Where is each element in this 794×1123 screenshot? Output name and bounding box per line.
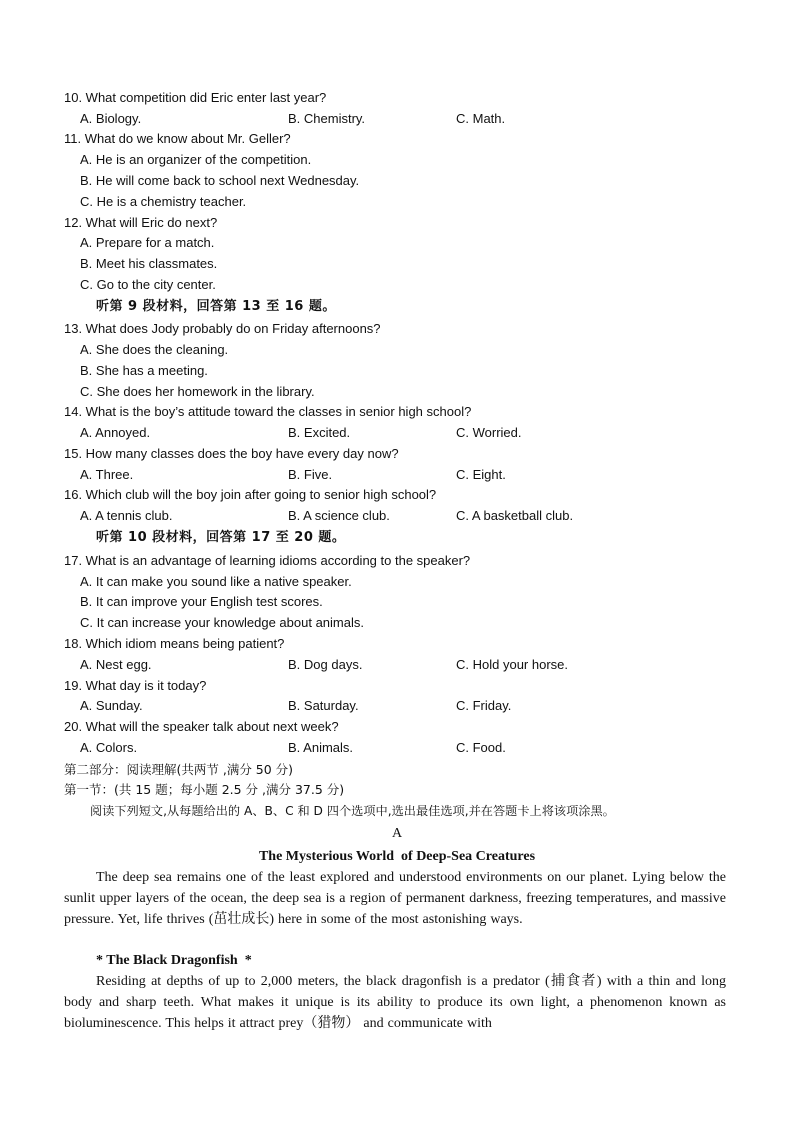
question-13: 13. What does Jody probably do on Friday afternoons? — [64, 321, 381, 336]
q15-option-b: B. Five. — [288, 467, 333, 482]
q20-option-b: B. Animals. — [288, 740, 354, 755]
question-18: 18. Which idiom means being patient? — [64, 636, 285, 651]
question-19: 19. What day is it today? — [64, 678, 207, 693]
q15-option-c: C. Eight. — [456, 467, 506, 482]
part-two-title: 第二部分：阅读理解(共两节 ,满分 50 分) — [64, 762, 294, 777]
q13-option-c: C. She does her homework in the library. — [80, 384, 315, 399]
q18-option-b: B. Dog days. — [288, 657, 363, 672]
q12-option-c: C. Go to the city center. — [80, 277, 216, 292]
q10-option-b: B. Chemistry. — [288, 111, 366, 126]
segment-10-header: 听第 10 段材料，回答第 17 至 20 题。 — [96, 530, 346, 545]
passage-paragraph-1: The deep sea remains one of the least explored and understood environments on our planet. Lying below the sunlit upper layers of the ocean, the deep sea is a region of permanent darkness, freezing temperatures, and massive pressure. Yet, life thrives (茁壮成长) here in some of the most astonishing ways. — [64, 870, 726, 927]
q10-option-a: A. Biology. — [80, 111, 142, 126]
segment-9-header: 听第 9 段材料，回答第 13 至 16 题。 — [96, 299, 336, 314]
q10-option-c: C. Math. — [456, 111, 506, 126]
q20-option-c: C. Food. — [456, 740, 506, 755]
question-10: 10. What competition did Eric enter last year? — [64, 90, 327, 105]
q16-option-c: C. A basketball club. — [456, 508, 574, 523]
q13-option-b: B. She has a meeting. — [80, 363, 208, 378]
q14-option-b: B. Excited. — [288, 425, 351, 440]
question-15: 15. How many classes does the boy have every day now? — [64, 446, 399, 461]
q14-option-c: C. Worried. — [456, 425, 522, 440]
q17-option-b: B. It can improve your English test scores. — [80, 594, 323, 609]
question-14: 14. What is the boy’s attitude toward the classes in senior high school? — [64, 404, 472, 419]
q15-option-a: A. Three. — [80, 467, 134, 482]
question-20: 20. What will the speaker talk about next week? — [64, 719, 339, 734]
q17-option-c: C. It can increase your knowledge about animals. — [80, 615, 364, 630]
q11-option-b: B. He will come back to school next Wednesday. — [80, 173, 360, 188]
passage-letter: A — [391, 826, 403, 841]
reading-instruction: 阅读下列短文,从每题给出的 A、B、C 和 D 四个选项中,选出最佳选项,并在答题卡上将该项涂黑。 — [90, 804, 615, 818]
q18-option-c: C. Hold your horse. — [456, 657, 568, 672]
q14-option-a: A. Annoyed. — [80, 425, 151, 440]
passage-paragraph-2: Residing at depths of up to 2,000 meters, the black dragonfish is a predator (捕食者) with a thin and long body and sharp teeth. What makes it unique is its ability to produce its own light, a phenomenon known as bioluminescence. This helps it attract prey（猎物） and communicate with — [64, 974, 726, 1031]
q12-option-a: A. Prepare for a match. — [80, 235, 215, 250]
q16-option-a: A. A tennis club. — [80, 508, 173, 523]
q20-option-a: A. Colors. — [80, 740, 138, 755]
question-11: 11. What do we know about Mr. Geller? — [64, 131, 291, 146]
q13-option-a: A. She does the cleaning. — [80, 342, 229, 357]
q16-option-b: B. A science club. — [288, 508, 390, 523]
q17-option-a: A. It can make you sound like a native speaker. — [80, 574, 352, 589]
q19-option-b: B. Saturday. — [288, 698, 359, 713]
q12-option-b: B. Meet his classmates. — [80, 256, 218, 271]
q11-option-c: C. He is a chemistry teacher. — [80, 194, 247, 209]
question-17: 17. What is an advantage of learning idioms according to the speaker? — [64, 553, 471, 568]
question-16: 16. Which club will the boy join after going to senior high school? — [64, 487, 437, 502]
q18-option-a: A. Nest egg. — [80, 657, 152, 672]
passage-title: The Mysterious World of Deep-Sea Creatures — [258, 849, 536, 864]
section-one-title: 第一节：(共 15 题；每小题 2.5 分 ,满分 37.5 分) — [64, 782, 345, 797]
q11-option-a: A. He is an organizer of the competition. — [80, 152, 312, 167]
q19-option-c: C. Friday. — [456, 698, 512, 713]
question-12: 12. What will Eric do next? — [64, 215, 218, 230]
q19-option-a: A. Sunday. — [80, 698, 143, 713]
passage-subheading: * The Black Dragonfish * — [96, 953, 252, 968]
